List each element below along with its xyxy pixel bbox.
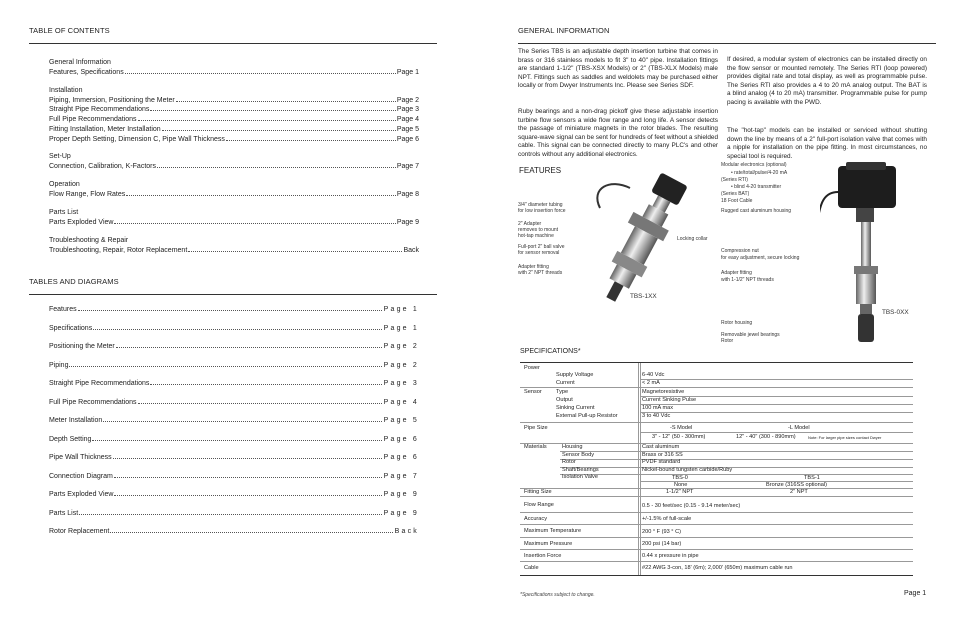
features-heading: FEATURES: [519, 166, 562, 175]
page-number: Page 1: [904, 590, 927, 597]
spec-value: 1-1/2" NPT: [666, 489, 694, 495]
left-figure-label: Locking collar: [677, 236, 708, 242]
table-entry[interactable]: [49, 343, 419, 350]
table-entry-title: Positioning the Meter: [49, 343, 115, 350]
toc-entry[interactable]: [49, 125, 419, 135]
table-entry-title: Parts Exploded View: [49, 491, 114, 498]
general-paragraph-3: If desired, a modular system of electronics can be installed directly on the flow sensor or mounted remotely. The Series RTI (loop powered) provides digital rate and total display, as well as programmable pulse. The Series RTI also provides a 4 to 20 mA analog output. The BAT is a blind analog (4 to 20 mA) transmitter. Programmable pulse for pump pacing is available with the PWD.: [727, 56, 927, 106]
toc-section: [49, 236, 419, 255]
table-entry-title: Meter Installation: [49, 417, 103, 424]
toc-section-heading: Troubleshooting & Repair: [49, 237, 129, 244]
toc-entry-title: Flow Range, Flow Rates: [49, 190, 126, 198]
dot-leader: [114, 223, 395, 224]
footnote: *Specifications subject to change.: [520, 592, 595, 598]
toc-entry-page: Back: [403, 246, 419, 254]
general-paragraph-4: The "hot-tap" models can be installed or serviced without shutting down the line by means of a 2" full-port isolation valve that comes with a nipple for installation on the pipe fitting. In most circumstances, no special tool is required.: [727, 127, 927, 160]
spec-label: Maximum Temperature: [524, 528, 582, 534]
toc-entry-title: Parts Exploded View: [49, 218, 114, 226]
dot-leader: [226, 140, 396, 141]
general-divider: [518, 43, 936, 44]
spec-label: Fitting Size: [524, 489, 552, 495]
table-entry-title: Parts List: [49, 509, 79, 517]
toc-entry-title: Troubleshooting, Repair, Rotor Replacement: [49, 246, 188, 254]
toc-entry-title: Features, Specifications: [49, 68, 124, 76]
toc-section: [49, 208, 419, 227]
spec-value: 200 psi (14 bar): [642, 541, 682, 547]
spec-value: Bronze (316SS optional): [766, 482, 827, 488]
toc-entry[interactable]: [49, 218, 419, 228]
general-paragraph-2: Ruby bearings and a non-drag pickoff give these adjustable insertion turbine flow sensors a wide flow range and long life. A sensor detects the passage of miniature magnets in the rotor blades. The resulting square-wave signal can be sent for hundreds of feet without a shielded cable. This signal can be connected directly to many PLC's and other controls without any additional electronics.: [518, 108, 719, 158]
dot-leader: [93, 329, 381, 330]
dot-leader: [157, 167, 396, 168]
spec-value: TBS-0: [672, 475, 688, 481]
toc-entry[interactable]: [49, 115, 419, 125]
dot-leader: [138, 120, 396, 121]
spec-value: 6-40 Vdc: [642, 372, 665, 378]
left-figure-label: 3/4" diameter tubing: [518, 202, 563, 208]
table-entry[interactable]: [49, 510, 419, 517]
table-entry[interactable]: [49, 306, 419, 313]
general-paragraph-1: The Series TBS is an adjustable depth insertion turbine that comes in brass or 316 stainless models to fit 3" to 40" pipe. Installation fittings are standard 1-1/2" (TBS-XSX Models) or 2" (TBS-XLX Models) male NPT. Fittings such as saddles and weldolets may be purchased either locally or from Dwyer Instruments Inc. Please see Series SDF.: [518, 48, 718, 90]
table-entry-page: Page 6: [383, 435, 419, 443]
right-figure-label: (Series RTI): [721, 177, 748, 183]
tbs-1xx-model-label: TBS-1XX: [630, 293, 657, 300]
right-figure-label: Rugged cast aluminum housing: [721, 208, 792, 214]
table-entry-page: Page 1: [383, 324, 419, 332]
table-entry-page: Page 2: [383, 343, 419, 350]
toc-entry-page: Page 7: [396, 162, 419, 170]
table-entry-title: Depth Setting: [49, 435, 92, 443]
spec-label: Sensor Body: [562, 452, 595, 458]
dot-leader: [176, 101, 396, 102]
toc-entry-title: Proper Depth Setting, Dimension C, Pipe Wall Thickness: [49, 135, 225, 143]
spec-label: Accuracy: [524, 516, 548, 522]
table-entry[interactable]: [49, 362, 419, 369]
toc-section-heading: Operation: [49, 181, 80, 188]
spec-value: 3" - 12" (50 - 300mm): [652, 434, 706, 440]
general-information-heading: GENERAL INFORMATION: [518, 26, 610, 35]
left-figure-label: Full-port 2" ball valve: [518, 244, 565, 250]
spec-label: Shaft/Bearings: [562, 467, 599, 473]
spec-value: Magnetoresistive: [642, 389, 685, 395]
dot-leader: [114, 495, 381, 496]
toc-section-heading: General Information: [49, 59, 111, 66]
toc-entry-title: Straight Pipe Recommendations: [49, 106, 150, 114]
dot-leader: [110, 532, 392, 533]
toc-entry-page: Page 6: [396, 135, 419, 143]
spec-value: < 2 mA: [642, 380, 660, 386]
specifications-table: [520, 362, 913, 576]
toc-entry-page: Page 3: [396, 106, 419, 114]
toc-section-heading: Installation: [49, 87, 83, 94]
spec-value: #22 AWG 3-con, 18' (6m); 2,000' (650m) maximum cable run: [642, 565, 793, 571]
toc-heading: TABLE OF CONTENTS: [29, 26, 110, 35]
spec-label: Flow Range: [524, 502, 554, 508]
table-entry[interactable]: [49, 399, 419, 406]
table-entry-page: Page 2: [383, 361, 419, 369]
table-entry-page: Page 3: [383, 380, 419, 387]
table-entry-title: Specifications: [49, 324, 93, 332]
spec-label: Isolation Valve: [562, 474, 598, 480]
dot-leader: [126, 195, 396, 196]
spec-value: 0.5 - 30 feet/sec (0.15 - 9.14 meter/sec): [642, 503, 741, 509]
spec-label: Output: [556, 397, 573, 403]
spec-label: Type: [556, 389, 569, 395]
toc-entry-page: Page 1: [396, 68, 419, 76]
dot-leader: [138, 403, 382, 404]
spec-value: Brass or 316 SS: [642, 452, 683, 458]
spec-note: Note: For larger pipe sizes contact Dwyer: [808, 435, 882, 440]
toc-section-heading: Parts List: [49, 209, 79, 216]
table-entry[interactable]: [49, 380, 419, 387]
tbs-0xx-model-label: TBS-0XX: [882, 309, 909, 316]
toc-section: [49, 180, 419, 199]
toc-section: [49, 86, 419, 144]
spec-label: Power: [524, 365, 540, 371]
toc-entry-page: Page 5: [396, 125, 419, 133]
spec-value: TBS-1: [804, 475, 820, 481]
left-figure-label: hot-tap machine: [518, 233, 554, 239]
table-entry-page: Page 7: [383, 472, 419, 480]
right-figure-label: Removable jewel bearings: [721, 332, 780, 338]
spec-value: 200 ° F (93 ° C): [642, 529, 681, 535]
spec-label: Current: [556, 380, 575, 386]
right-figure-label: Modular electronics (optional): [721, 162, 787, 168]
table-entry-title: Full Pipe Recommendations: [49, 398, 137, 406]
left-figure-label: 2" Adapter: [518, 221, 542, 227]
spec-value: Cast aluminum: [642, 444, 680, 450]
right-figure-label: Rotor housing: [721, 320, 753, 326]
spec-label: Sinking Current: [556, 405, 595, 411]
table-entry-title: Straight Pipe Recommendations: [49, 380, 150, 387]
spec-value: Nickel-bound tungsten carbide/Ruby: [642, 467, 733, 473]
toc-section-heading: Set-Up: [49, 153, 71, 160]
spec-value: 12" - 40" (300 - 890mm): [736, 434, 796, 440]
right-figure-label: (Series BAT): [721, 191, 750, 197]
toc-entry-page: Page 9: [396, 218, 419, 226]
left-figure-label: with 2" NPT threads: [518, 270, 563, 276]
toc-section: [49, 152, 419, 171]
spec-label: Cable: [524, 565, 539, 571]
table-entry[interactable]: [49, 491, 419, 498]
table-entry[interactable]: [49, 454, 419, 461]
table-entry-page: Page 6: [383, 454, 419, 461]
table-entry[interactable]: [49, 528, 419, 535]
right-figure-label: 18 Foot Cable: [721, 198, 753, 204]
toc-entry-title: Fitting Installation, Meter Installation: [49, 125, 161, 133]
table-entry[interactable]: [49, 325, 419, 332]
spec-value: Current Sinking Pulse: [642, 397, 697, 403]
toc-entry-title: Piping, Immersion, Positioning the Meter: [49, 96, 175, 104]
toc-entry[interactable]: [49, 96, 419, 106]
left-figure-label: for sensor removal: [518, 250, 560, 256]
table-entry-page: Page 9: [383, 509, 419, 517]
table-entry-page: Page 5: [383, 417, 419, 424]
spec-label: Insertion Force: [524, 553, 562, 559]
tables-divider: [29, 294, 437, 295]
spec-value: None: [674, 482, 688, 488]
table-entry-page: Back: [394, 528, 419, 535]
toc-divider: [29, 43, 437, 44]
toc-entry[interactable]: [49, 162, 419, 172]
spec-label: Supply Voltage: [556, 372, 594, 378]
spec-value: 0.44 x pressure in pipe: [642, 553, 699, 559]
table-entry-title: Rotor Replacement: [49, 528, 110, 535]
toc-entry-page: Page 4: [396, 116, 419, 124]
table-entry-title: Piping: [49, 361, 69, 369]
toc-entry-title: Full Pipe Recommendations: [49, 116, 137, 124]
right-figure-label: Rotor: [721, 338, 734, 344]
spec-value: +/-1.5% of full-scale: [642, 516, 692, 522]
dot-leader: [162, 130, 396, 131]
toc-entry[interactable]: [49, 246, 419, 256]
spec-label: External Pull-up Resistor: [556, 413, 618, 419]
dot-leader: [78, 310, 382, 311]
toc-section: [49, 58, 419, 77]
dot-leader: [150, 384, 381, 385]
spec-value: -S Model: [670, 425, 693, 431]
right-figure-label: • rate/total/pulse/4-20 mA: [731, 170, 788, 176]
spec-label: Rotor: [562, 459, 576, 465]
dot-leader: [150, 110, 395, 111]
table-entry-title: Connection Diagram: [49, 472, 113, 480]
spec-value: 2" NPT: [790, 489, 808, 495]
toc-entry[interactable]: [49, 135, 419, 145]
dot-leader: [188, 251, 402, 252]
toc-entry[interactable]: [49, 68, 419, 78]
spec-value: -L Model: [788, 425, 810, 431]
tables-heading: TABLES AND DIAGRAMS: [29, 277, 119, 286]
dot-leader: [92, 440, 381, 441]
table-entry-page: Page 4: [383, 398, 419, 406]
table-entry-page: Page 1: [383, 306, 419, 313]
table-entry-title: Pipe Wall Thickness: [49, 454, 112, 461]
dot-leader: [116, 347, 382, 348]
toc-entry[interactable]: [49, 105, 419, 115]
right-figure-label: with 1-1/2" NPT threads: [721, 277, 774, 283]
table-entry[interactable]: [49, 473, 419, 480]
dot-leader: [103, 421, 381, 422]
dot-leader: [113, 458, 382, 459]
specifications-heading: SPECIFICATIONS*: [520, 348, 581, 355]
left-figure-label: for low insertion force: [518, 208, 566, 214]
spec-value: 3 to 40 Vdc: [642, 413, 671, 419]
tbs-0xx-illustration: [820, 162, 910, 347]
dot-leader: [79, 514, 381, 515]
table-entry[interactable]: [49, 417, 419, 424]
right-figure-label: Adapter fitting: [721, 270, 752, 276]
right-figure-label: Compression nut: [721, 248, 759, 254]
table-entry-page: Page 9: [383, 491, 419, 498]
spec-value: 100 mA max: [642, 405, 674, 411]
toc-entry-page: Page 8: [396, 190, 419, 198]
right-figure-label: • blind 4-20 transmitter: [731, 184, 782, 190]
spec-label: Pipe Size: [524, 425, 548, 431]
dot-leader: [125, 73, 396, 74]
toc-entry[interactable]: [49, 190, 419, 200]
spec-label: Materials: [524, 444, 547, 450]
right-figure-label: for easy adjustment, secure locking: [721, 255, 800, 261]
toc-entry-page: Page 2: [396, 96, 419, 104]
spec-label: Housing: [562, 444, 583, 450]
dot-leader: [114, 477, 382, 478]
table-entry-title: Features: [49, 306, 77, 313]
dot-leader: [69, 366, 381, 367]
left-figure-label: removes to mount: [518, 227, 559, 233]
toc-entry-title: Connection, Calibration, K-Factors: [49, 162, 156, 170]
left-figure-label: Adapter fitting: [518, 264, 549, 270]
spec-value: PVDF standard: [642, 459, 681, 465]
spec-label: Maximum Pressure: [524, 541, 573, 547]
table-entry[interactable]: [49, 436, 419, 443]
spec-label: Sensor: [524, 389, 542, 395]
